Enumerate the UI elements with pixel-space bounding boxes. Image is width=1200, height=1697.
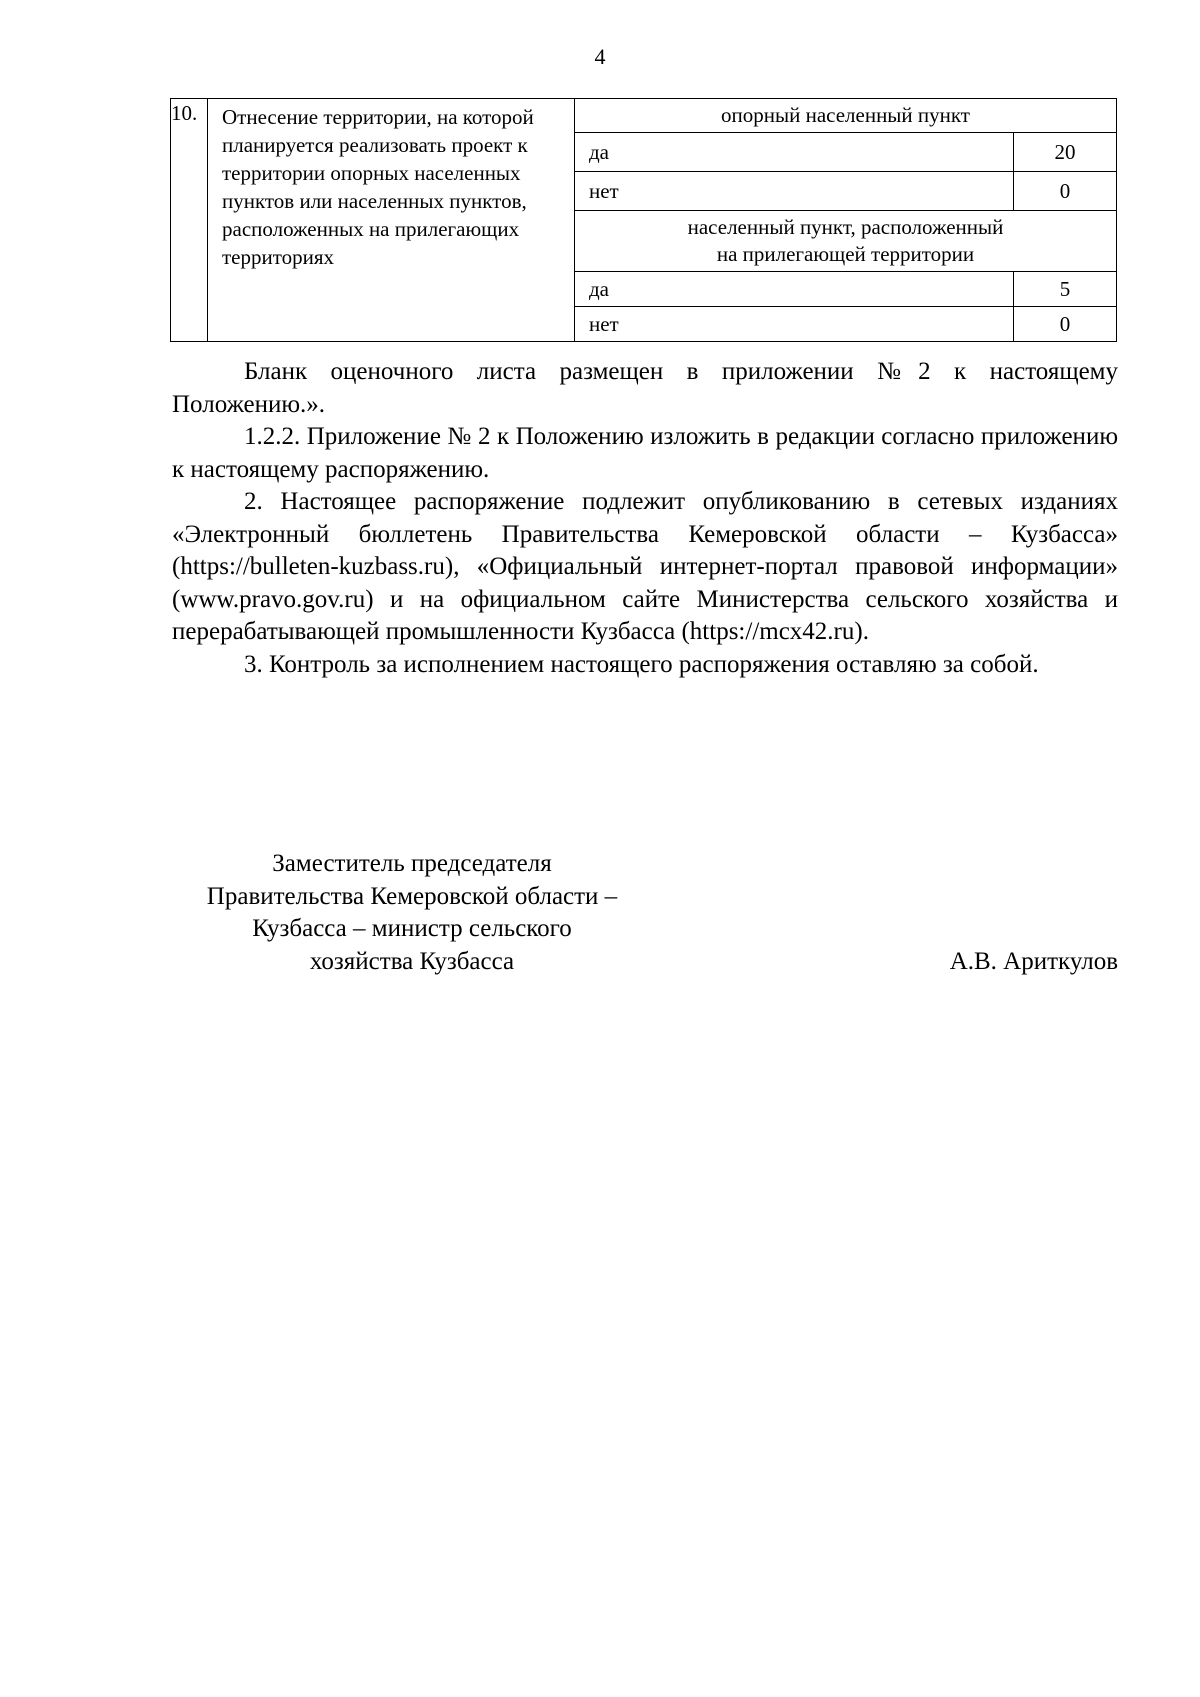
option-score: 5 — [1014, 272, 1117, 307]
option-label: нет — [575, 307, 1014, 342]
group-heading-line: на прилегающей территории — [716, 242, 975, 266]
paragraph: Бланк оценочного листа размещен в приложении №2 к настоящему Положению.». — [172, 358, 1118, 418]
option-label: да — [575, 133, 1014, 172]
paragraph: 1.2.2. Приложение № 2 к Положению изложить в редакции согласно приложению к настоящему распоряжению. — [172, 423, 1118, 483]
signatory-name: А.В. Ариткулов — [949, 947, 1118, 975]
page-number: 4 — [594, 44, 606, 69]
table-row — [171, 99, 1117, 133]
row-number: 10. — [171, 99, 208, 342]
body-text — [172, 356, 1118, 681]
option-score: 20 — [1014, 133, 1117, 172]
group-heading-line: населенный пункт, расположенный — [687, 215, 1004, 239]
group-heading — [575, 211, 1117, 272]
group-heading-line: опорный населенный пункт — [721, 103, 970, 127]
signatory-title-line: Заместитель председателя — [272, 850, 552, 877]
signatory-title-line: хозяйства Кузбасса — [309, 947, 515, 975]
signatory-title — [172, 848, 652, 978]
paragraph: 2. Настоящее распоряжение подлежит опубликованию в сетевых изданиях «Электронный бюллетень Правительства Кемеровской области – Кузбасса» (https://bulleten-kuzbass.ru), «Официальный интернет-портал правовой информации» (www.pravo.gov.ru) и на официальном сайте Министерства сельского хозяйства и перерабатывающей промышленности Кузбасса (https://mcx42.ru). — [172, 488, 1118, 645]
criterion-description: Отнесение территории, на которой планируется реализовать проект к территории опорных населенных пунктов или населенных пунктов, расположенных на прилегающих территориях — [208, 99, 575, 342]
group-heading — [575, 99, 1117, 133]
signatory-title-line: Правительства Кемеровской области – — [206, 882, 618, 910]
signatory-title-line: Кузбасса – министр сельского — [252, 915, 572, 942]
option-label: нет — [575, 172, 1014, 211]
option-score: 0 — [1014, 172, 1117, 211]
paragraph: 3. Контроль за исполнением настоящего распоряжения оставляю за собой. — [244, 650, 1039, 678]
option-score: 0 — [1014, 307, 1117, 342]
option-label: да — [575, 272, 1014, 307]
signature-block — [172, 848, 1118, 978]
criteria-table — [170, 98, 1117, 342]
